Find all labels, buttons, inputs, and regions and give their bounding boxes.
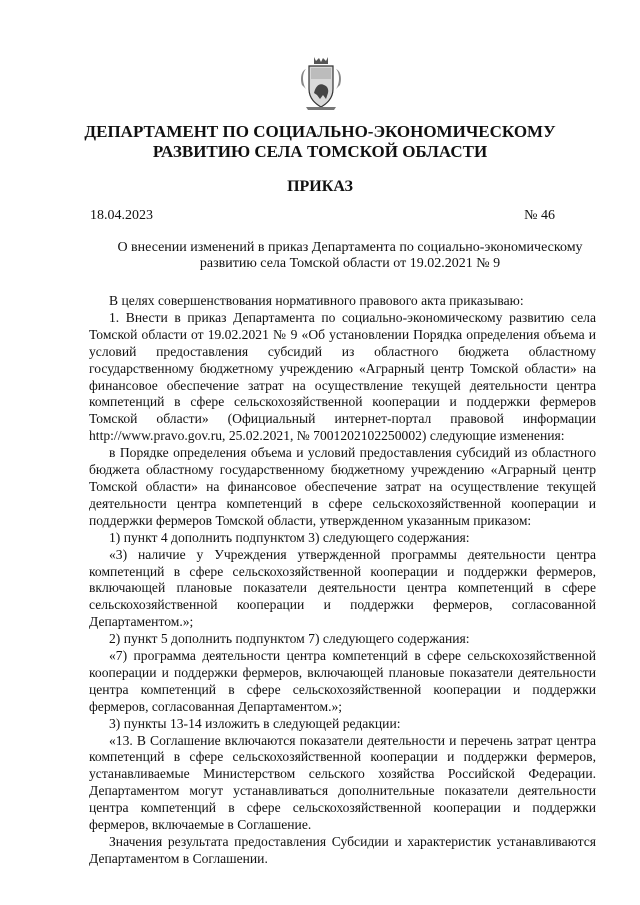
order-body bbox=[89, 293, 596, 868]
order-subject bbox=[100, 240, 600, 272]
subject-line-2: развитию села Томской области от 19.02.2021 № 9 bbox=[199, 256, 501, 271]
document-type: ПРИКАЗ bbox=[287, 178, 353, 195]
paragraph-amendment-intro: в Порядке определения объема и условий предоставления субсидий из областного бюджета областному государственному бюджетному учреждению «Аграрный центр Томской области» на финансовое обеспечение затрат на осуществление текущей деятельности центра компетенций в сфере сельскохозяйственной кооперации и поддержки фермеров Томской области, утвержденном указанным приказом: bbox=[89, 445, 596, 528]
department-name-line-1: ДЕПАРТАМЕНТ ПО СОЦИАЛЬНО-ЭКОНОМИЧЕСКОМУ bbox=[84, 122, 556, 141]
order-number: № 46 bbox=[524, 208, 555, 223]
paragraph-clause-13: «13. В Соглашение включаются показатели деятельности и перечень затрат центра компетенций в сфере сельскохозяйственной кооперации и поддержки фермеров, устанавливаемые Министерством сельского хозяйства Российской Федерации. Департаментом могут устанавливаться дополнительные показатели деятельности центра компетенций в сфере сельскохозяйственной кооперации и поддержки фермеров, включаемые в Соглашение. bbox=[89, 732, 596, 833]
paragraph-preamble: В целях совершенствования нормативного правового акта приказываю: bbox=[109, 293, 524, 308]
paragraph-subitem-1: 1) пункт 4 дополнить подпунктом 3) следующего содержания: bbox=[109, 529, 470, 545]
paragraph-subitem-3: 3) пункты 13-14 изложить в следующей редакции: bbox=[109, 715, 401, 731]
tomsk-region-coat-of-arms-icon bbox=[300, 55, 342, 111]
paragraph-subitem-1-text: «3) наличие у Учреждения утвержденной программы деятельности центра компетенций в сфере сельскохозяйственной кооперации и поддержки фермеров, включающей плановые показатели деятельности центра компетенций в сфере сельскохозяйственной кооперации и поддержки фермеров, согласованной Департаментом.»; bbox=[89, 546, 596, 630]
paragraph-subitem-2: 2) пункт 5 дополнить подпунктом 7) следующего содержания: bbox=[109, 631, 470, 647]
paragraph-clause-13-values: Значения результата предоставления Субсидии и характеристик устанавливаются Департаментом в Соглашении. bbox=[89, 834, 596, 866]
paragraph-item-1: 1. Внести в приказ Департамента по социально-экономическому развитию села Томской области от 19.02.2021 № 9 «Об установлении Порядка определения объема и условий предоставления субсидий из областного бюджета областному государственному бюджетному учреждению «Аграрный центр Томской области» на финансовое обеспечение затрат на осуществление текущей деятельности центра компетенций в сфере сельскохозяйственной кооперации и поддержки фермеров Томской области» (Официальный интернет-портал правовой информации http://www.pravo.gov.ru, 25.02.2021, № 7001202102250002) следующие изменения: bbox=[89, 309, 596, 444]
order-date: 18.04.2023 bbox=[90, 208, 153, 223]
subject-line-1: О внесении изменений в приказ Департамента по социально-экономическому bbox=[117, 240, 583, 255]
department-name bbox=[60, 122, 580, 162]
paragraph-subitem-2-text: «7) программа деятельности центра компетенций в сфере сельскохозяйственной кооперации и поддержки фермеров, включающей плановые показатели деятельности центра компетенций в сфере сельскохозяйственной кооперации и поддержки фермеров, согласованная Департаментом.»; bbox=[89, 648, 596, 714]
department-name-line-2: РАЗВИТИЮ СЕЛА ТОМСКОЙ ОБЛАСТИ bbox=[152, 142, 488, 161]
